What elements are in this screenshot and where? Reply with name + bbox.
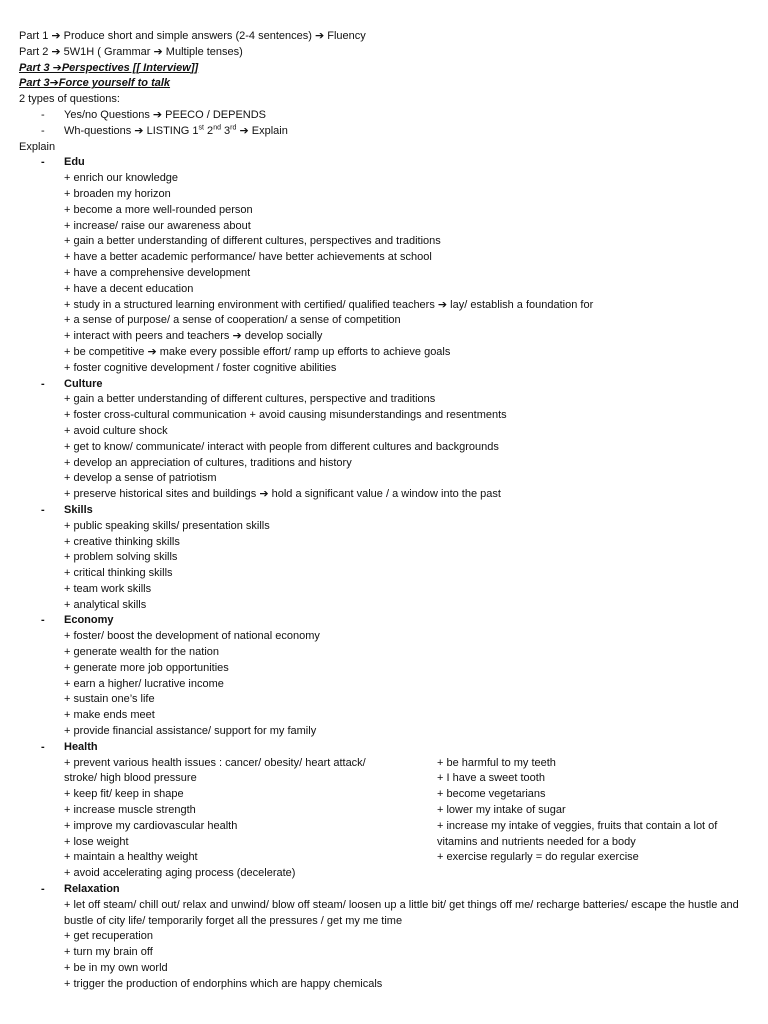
economy-list bbox=[19, 629, 749, 740]
list-dash: - bbox=[41, 377, 45, 390]
list-item: + critical thinking skills bbox=[64, 567, 173, 580]
list-item: + increase my intake of veggies, fruits that contain a lot of vitamins and nutrients needed for a body bbox=[437, 819, 718, 848]
section-title: Economy bbox=[64, 614, 114, 627]
list-item: + interact with peers and teachers ➔ develop socially bbox=[64, 330, 323, 343]
part3-talk-line: Part 3➔Force yourself to talk bbox=[19, 77, 171, 90]
list-item: + problem solving skills bbox=[64, 551, 178, 564]
list-item: + prevent various health issues : cancer/ obesity/ heart attack/ stroke/ high blood pressure bbox=[64, 756, 366, 785]
list-item: + foster cross-cultural communication + avoid causing misunderstandings and resentments bbox=[64, 409, 507, 422]
list-dash: - bbox=[41, 503, 45, 516]
section-heading-skills bbox=[19, 503, 749, 519]
wh-question-text: Wh-questions ➔ LISTING 1st 2nd 3rd ➔ Explain bbox=[64, 124, 288, 137]
list-item: + earn a higher/ lucrative income bbox=[64, 677, 224, 690]
list-item: + get to know/ communicate/ interact with people from different cultures and backgrounds bbox=[64, 440, 499, 453]
list-item: + exercise regularly = do regular exercise bbox=[437, 851, 639, 864]
list-item: + be competitive ➔ make every possible effort/ ramp up efforts to achieve goals bbox=[64, 345, 451, 358]
document-page bbox=[19, 29, 749, 993]
list-item: + creative thinking skills bbox=[64, 535, 180, 548]
list-item: + increase/ raise our awareness about bbox=[64, 219, 251, 232]
list-item: + a sense of purpose/ a sense of cooperation/ a sense of competition bbox=[64, 314, 401, 327]
list-item: + study in a structured learning environment with certified/ qualified teachers ➔ lay/ establish a foundation for bbox=[64, 298, 594, 311]
list-item: + foster cognitive development / foster cognitive abilities bbox=[64, 361, 337, 374]
section-title: Edu bbox=[64, 156, 85, 169]
list-item: + let off steam/ chill out/ relax and unwind/ blow off steam/ loosen up a little bit/ get things off me/ recharge batteries/ escape the hustle and bustle of city life/ temporarily forget all the pressures / get my me time bbox=[64, 898, 739, 927]
list-item: + increase muscle strength bbox=[64, 804, 196, 817]
list-item: + develop a sense of patriotism bbox=[64, 472, 217, 485]
list-item: + lose weight bbox=[64, 835, 129, 848]
health-columns bbox=[19, 756, 749, 882]
section-heading-edu bbox=[19, 155, 749, 171]
list-item: + be in my own world bbox=[64, 962, 168, 975]
list-item: + be harmful to my teeth bbox=[437, 756, 556, 769]
list-item: + provide financial assistance/ support for my family bbox=[64, 725, 317, 738]
list-item: + get recuperation bbox=[64, 930, 153, 943]
list-item: + generate more job opportunities bbox=[64, 661, 229, 674]
explain-label: Explain bbox=[19, 140, 56, 153]
section-title: Health bbox=[64, 740, 98, 753]
list-item: + make ends meet bbox=[64, 709, 155, 722]
wh-question-item bbox=[19, 124, 749, 140]
list-item: + avoid culture shock bbox=[64, 424, 168, 437]
relaxation-list bbox=[19, 898, 739, 993]
list-item: + sustain one’s life bbox=[64, 693, 155, 706]
list-item: + I have a sweet tooth bbox=[437, 772, 545, 785]
section-heading-relaxation bbox=[19, 882, 749, 898]
list-item: + become vegetarians bbox=[437, 788, 546, 801]
list-item: + keep fit/ keep in shape bbox=[64, 788, 184, 801]
skills-list bbox=[19, 519, 749, 614]
culture-list bbox=[19, 392, 749, 503]
yesno-question-item bbox=[19, 108, 749, 124]
yesno-question-text: Yes/no Questions ➔ PEECO / DEPENDS bbox=[64, 108, 267, 121]
list-item: + develop an appreciation of cultures, traditions and history bbox=[64, 456, 352, 469]
list-dash: - bbox=[41, 108, 45, 121]
list-item: + lower my intake of sugar bbox=[437, 804, 566, 817]
list-item: + gain a better understanding of different cultures, perspective and traditions bbox=[64, 393, 436, 406]
list-dash: - bbox=[41, 156, 45, 169]
list-item: + public speaking skills/ presentation skills bbox=[64, 519, 270, 532]
list-item: + foster/ boost the development of national economy bbox=[64, 630, 320, 643]
health-right-column bbox=[393, 756, 737, 882]
list-item: + have a decent education bbox=[64, 282, 194, 295]
health-left-column bbox=[19, 756, 393, 882]
list-item: + preserve historical sites and buildings ➔ hold a significant value / a window into the past bbox=[64, 488, 501, 501]
list-dash: - bbox=[41, 883, 45, 896]
edu-list bbox=[19, 171, 749, 376]
list-item: + trigger the production of endorphins which are happy chemicals bbox=[64, 977, 383, 990]
section-heading-economy bbox=[19, 613, 749, 629]
list-item: + team work skills bbox=[64, 582, 152, 595]
list-item: + become a more well-rounded person bbox=[64, 203, 253, 216]
list-item: + turn my brain off bbox=[64, 946, 153, 959]
list-dash: - bbox=[41, 740, 45, 753]
part2-line: Part 2 ➔ 5W1H ( Grammar ➔ Multiple tenses) bbox=[19, 45, 243, 58]
part1-line: Part 1 ➔ Produce short and simple answers (2-4 sentences) ➔ Fluency bbox=[19, 30, 366, 42]
list-item: + maintain a healthy weight bbox=[64, 851, 198, 864]
question-types-intro: 2 types of questions: bbox=[19, 93, 120, 106]
list-dash: - bbox=[41, 124, 45, 137]
list-item: + avoid accelerating aging process (decelerate) bbox=[64, 867, 296, 880]
list-item: + generate wealth for the nation bbox=[64, 646, 220, 659]
section-title: Skills bbox=[64, 503, 93, 516]
list-item: + enrich our knowledge bbox=[64, 172, 179, 185]
list-item: + analytical skills bbox=[64, 598, 147, 611]
section-heading-culture bbox=[19, 377, 749, 393]
section-heading-health bbox=[19, 740, 749, 756]
list-item: + have a comprehensive development bbox=[64, 266, 251, 279]
list-item: + have a better academic performance/ have better achievements at school bbox=[64, 251, 432, 264]
list-item: + broaden my horizon bbox=[64, 187, 171, 200]
list-dash: - bbox=[41, 614, 45, 627]
list-item: + gain a better understanding of different cultures, perspectives and traditions bbox=[64, 235, 441, 248]
part3-perspectives-line: Part 3 ➔Perspectives [[ Interview]] bbox=[19, 61, 199, 74]
list-item: + improve my cardiovascular health bbox=[64, 819, 238, 832]
section-title: Relaxation bbox=[64, 883, 120, 896]
section-title: Culture bbox=[64, 377, 103, 390]
